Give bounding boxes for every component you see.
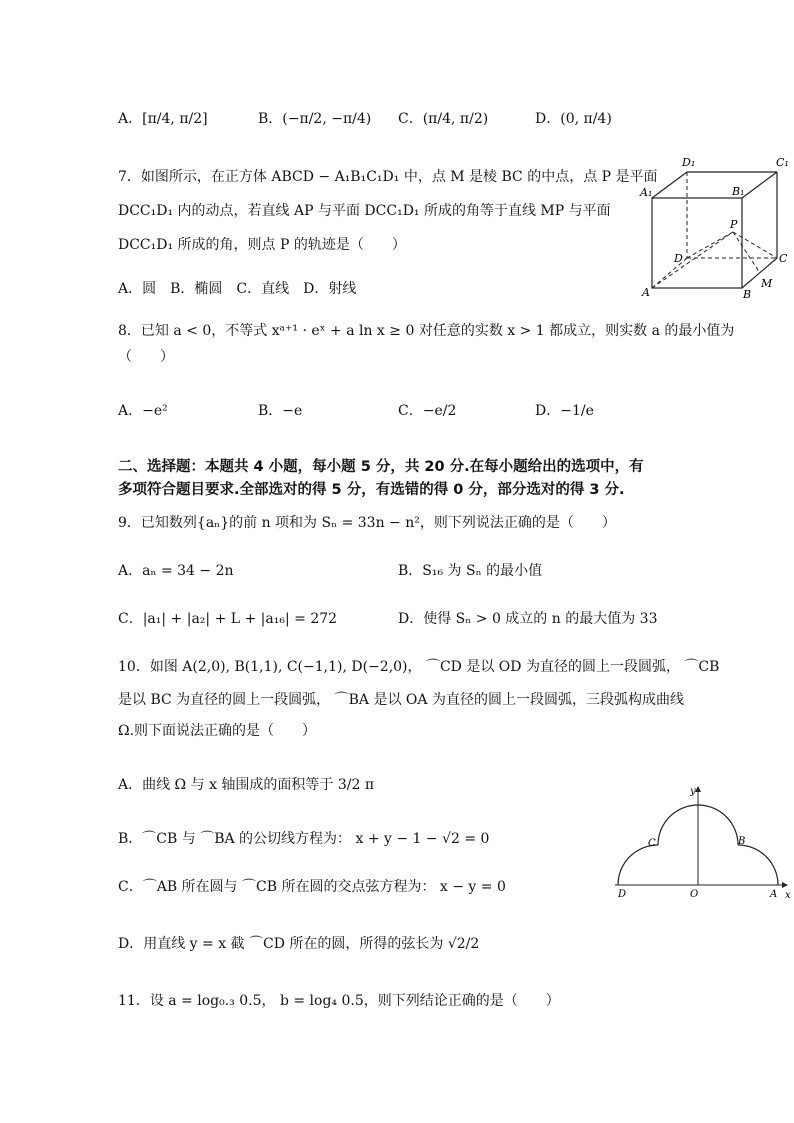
q6-option-a: A．[π/4, π/2] bbox=[118, 111, 208, 127]
fig-label-c: C bbox=[648, 838, 656, 849]
cube-label-c: C bbox=[779, 252, 788, 265]
cube-label-p: P bbox=[730, 218, 738, 231]
fig-label-y: y bbox=[690, 786, 696, 797]
section2-heading-line1: 二、选择题：本题共 4 小题，每小题 5 分，共 20 分.在每小题给出的选项中，有 bbox=[118, 459, 644, 475]
q9-option-b: B．S₁₆ 为 Sₙ 的最小值 bbox=[398, 563, 543, 579]
q8-option-c: C．−e/2 bbox=[398, 403, 457, 419]
cube-figure bbox=[630, 150, 794, 305]
q11-stem: 11．设 a = log₀.₃ 0.5， b = log₄ 0.5，则下列结论正确的是（ ） bbox=[118, 993, 560, 1009]
q7-options: A．圆 B．椭圆 C．直线 D．射线 bbox=[118, 281, 357, 297]
q10-option-b: B．⌒CB 与 ⌒BA 的公切线方程为： x + y − 1 − √2 = 0 bbox=[118, 831, 490, 847]
q10-option-c: C．⌒AB 所在圆与 ⌒CB 所在圆的交点弦方程为： x − y = 0 bbox=[118, 879, 506, 895]
q10-option-a: A．曲线 Ω 与 x 轴围成的面积等于 3/2 π bbox=[118, 777, 375, 793]
cube-label-m: M bbox=[761, 277, 773, 290]
section2-heading-line2: 多项符合题目要求.全部选对的得 5 分，有选错的得 0 分，部分选对的得 3 分. bbox=[118, 482, 625, 498]
fig-label-x: x bbox=[785, 890, 791, 901]
cube-label-c1: C₁ bbox=[776, 156, 789, 169]
fig-label-a: A bbox=[770, 889, 778, 900]
q9-option-d: D．使得 Sₙ > 0 成立的 n 的最大值为 33 bbox=[398, 611, 658, 627]
q8-stem-line1: 8．已知 a < 0，不等式 xᵃ⁺¹ · eˣ + a ln x ≥ 0 对任意的实数 x > 1 都成立，则实数 a 的最小值为 bbox=[118, 323, 735, 339]
arc-curve-figure bbox=[610, 780, 790, 900]
q6-option-d: D．(0, π/4) bbox=[535, 111, 612, 127]
q9-option-a: A．aₙ = 34 − 2n bbox=[118, 563, 234, 579]
q10-stem-line2: 是以 BC 为直径的圆上一段圆弧， ⌒BA 是以 OA 为直径的圆上一段圆弧，三段弧构成曲线 bbox=[118, 692, 684, 708]
cube-label-d: D bbox=[674, 252, 683, 265]
q7-stem-line2: DCC₁D₁ 内的动点，若直线 AP 与平面 DCC₁D₁ 所成的角等于直线 MP 与平面 bbox=[118, 203, 611, 219]
fig-label-o: O bbox=[690, 889, 699, 900]
q8-option-a: A．−e² bbox=[118, 403, 168, 419]
cube-label-a: A bbox=[642, 286, 650, 299]
cube-label-a1: A₁ bbox=[640, 186, 653, 199]
cube-label-b1: B₁ bbox=[732, 185, 745, 198]
q6-option-b: B．(−π/2, −π/4) bbox=[258, 111, 372, 127]
cube-label-d1: D₁ bbox=[682, 156, 696, 169]
cube-label-b: B bbox=[743, 288, 752, 301]
fig-label-d: D bbox=[618, 889, 627, 900]
q8-option-b: B．−e bbox=[258, 403, 303, 419]
q10-stem-line3: Ω.则下面说法正确的是（ ） bbox=[118, 723, 317, 739]
fig-label-b: B bbox=[738, 836, 746, 847]
q7-stem-line3: DCC₁D₁ 所成的角，则点 P 的轨迹是（ ） bbox=[118, 237, 406, 253]
q9-stem: 9．已知数列{aₙ}的前 n 项和为 Sₙ = 33n − n²，则下列说法正确的是（ ） bbox=[118, 515, 616, 531]
q10-stem-line1: 10．如图 A(2,0), B(1,1), C(−1,1), D(−2,0)， ⌒CD 是以 OD 为直径的圆上一段圆弧， ⌒CB bbox=[118, 659, 720, 675]
q8-option-d: D．−1/e bbox=[535, 403, 594, 419]
q7-stem-line1: 7．如图所示，在正方体 ABCD − A₁B₁C₁D₁ 中，点 M 是棱 BC 的中点，点 P 是平面 bbox=[118, 169, 658, 185]
q9-option-c: C．|a₁| + |a₂| + L + |a₁₆| = 272 bbox=[118, 611, 338, 627]
q8-stem-line2: （ ） bbox=[118, 349, 174, 365]
q6-option-c: C．(π/4, π/2) bbox=[398, 111, 489, 127]
q10-option-d: D．用直线 y = x 截 ⌒CD 所在的圆，所得的弦长为 √2/2 bbox=[118, 936, 480, 952]
